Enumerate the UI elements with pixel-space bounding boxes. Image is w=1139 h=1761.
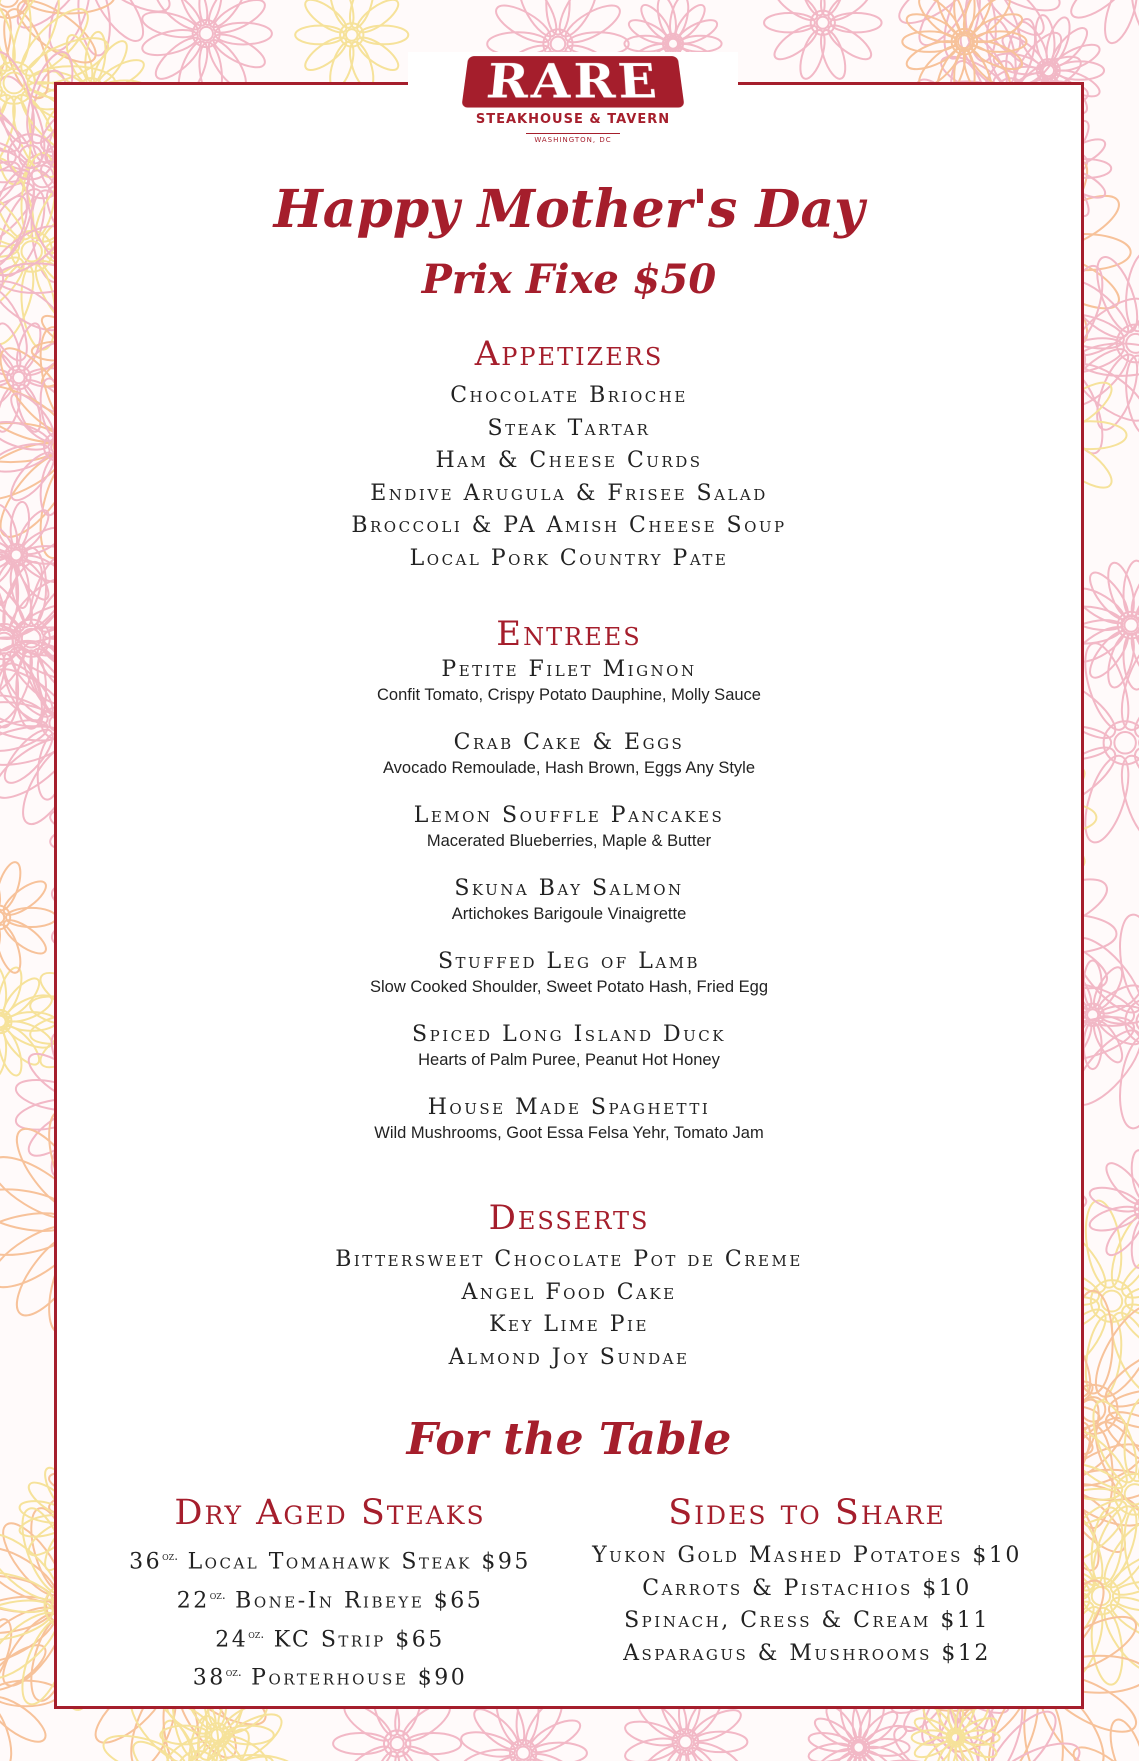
oz-unit: oz. [225,1665,242,1680]
steaks-heading: Dry Aged Steaks [174,1493,486,1533]
steaks-column [98,1492,562,1695]
entree-description: Confit Tomato, Crispy Potato Dauphine, Molly Sauce [377,686,761,704]
entree-name: Stuffed Leg of Lamb [437,949,701,974]
flower-outline [0,859,56,975]
entree-name: Petite Filet Mignon [441,657,697,682]
entree-name: House Made Spaghetti [427,1095,711,1120]
page-title: Happy Mother's Day [273,179,865,240]
dessert-item: Key Lime Pie [489,1312,649,1337]
entree-description: Avocado Remoulade, Hash Brown, Eggs Any Style [382,759,756,777]
entree-description: Slow Cooked Shoulder, Sweet Potato Hash, Fried Egg [369,978,769,996]
steak-weight: 36 [129,1549,163,1575]
entree-description: Wild Mushrooms, Goot Essa Felsa Yehr, Tomato Jam [374,1124,764,1142]
flower-outline [295,0,408,92]
entree-name: Lemon Souffle Pancakes [413,803,725,828]
entree-item [54,802,1084,852]
side-item: Carrots & Pistachios $10 [642,1575,972,1601]
side-item: Asparagus & Mushrooms $12 [623,1640,991,1666]
appetizer-item: Broccoli & PA Amish Cheese Soup [351,513,787,538]
entree-name: Skuna Bay Salmon [454,876,684,901]
oz-unit: oz. [248,1626,265,1641]
entrees-section [54,614,1084,1167]
restaurant-logo [408,52,738,152]
flower-outline [1087,1149,1139,1269]
appetizers-section [54,334,1084,575]
steak-weight: 38 [192,1665,226,1691]
appetizer-item: Local Pork Country Pate [409,545,729,571]
steak-text: Bone-In Ribeye $65 [235,1588,484,1614]
logo-wordmark: RARE [461,56,684,107]
entree-description: Macerated Blueberries, Maple & Butter [426,832,712,850]
dessert-item: Bittersweet Chocolate Pot de Creme [335,1247,803,1272]
sides-heading: Sides to Share [668,1493,946,1533]
prix-fixe-price: Prix Fixe $50 [421,256,717,303]
appetizers-heading: Appetizers [474,334,664,374]
oz-unit: oz. [209,1587,226,1602]
steak-item [98,1618,562,1657]
desserts-heading: Desserts [488,1198,650,1238]
steak-weight: 22 [176,1588,210,1614]
appetizer-item: Steak Tartar [487,415,651,441]
steak-item [98,1540,562,1579]
steak-text: KC Strip $65 [273,1626,445,1652]
side-item: Yukon Gold Mashed Potatoes $10 [592,1543,1022,1568]
dessert-item: Almond Joy Sundae [448,1344,690,1370]
for-the-table-heading: For the Table [406,1414,732,1465]
steak-weight: 24 [215,1626,249,1652]
entrees-heading: Entrees [496,614,642,654]
entree-item [54,656,1084,706]
appetizer-item: Ham & Cheese Curds [435,448,703,473]
dessert-item: Angel Food Cake [461,1279,677,1305]
sides-column [572,1492,1042,1670]
entree-item [54,1021,1084,1071]
entree-name: Crab Cake & Eggs [453,730,685,755]
entree-description: Hearts of Palm Puree, Peanut Hot Honey [418,1051,720,1069]
desserts-section [54,1198,1084,1374]
entree-name: Spiced Long Island Duck [412,1022,726,1047]
steak-text: Local Tomahawk Steak $95 [187,1549,531,1575]
entree-item [54,875,1084,925]
side-item: Spinach, Cress & Cream $11 [624,1608,990,1633]
entree-item [54,1094,1084,1144]
logo-subtitle: STEAKHOUSE & TAVERN [475,112,671,127]
entree-description: Artichokes Barigoule Vinaigrette [451,905,687,923]
appetizer-item: Endive Arugula & Frisee Salad [370,480,768,506]
appetizer-item: Chocolate Brioche [450,383,688,408]
entree-item [54,729,1084,779]
flower-outline [764,0,882,82]
entree-item [54,948,1084,998]
steak-item [98,1656,562,1695]
steak-text: Porterhouse $90 [251,1665,468,1691]
oz-unit: oz. [162,1549,179,1563]
steak-item [98,1579,562,1618]
logo-city: WASHINGTON, DC [526,133,619,144]
